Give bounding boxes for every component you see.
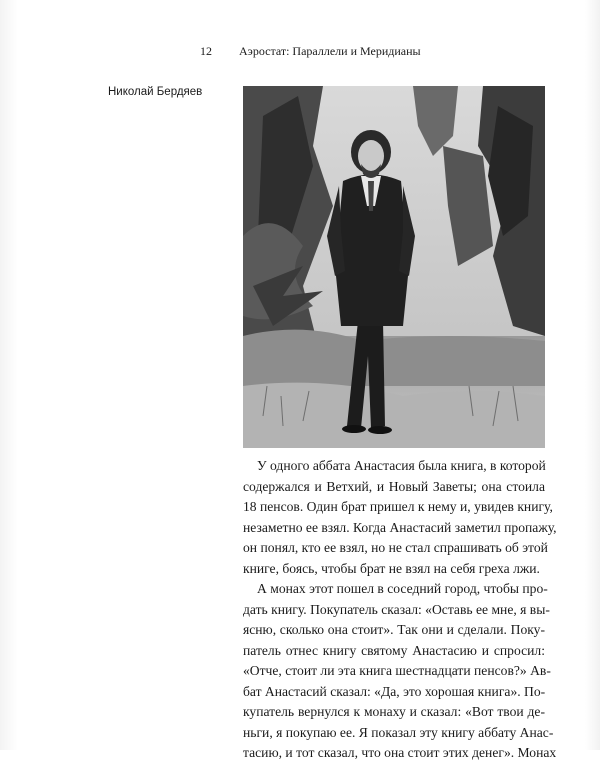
text-line: А монах этот пошел в соседний город, чтобы про- xyxy=(257,581,548,596)
text-line: купатель вернулся к монаху и сказал: «Вот твои де- xyxy=(243,704,545,719)
text-line: содержался и Ветхий, и Новый Заветы; она стоила xyxy=(243,478,545,494)
body-text xyxy=(243,456,557,764)
running-header xyxy=(200,44,421,59)
text-line: дать книгу. Покупатель сказал: «Оставь ее мне, я вы- xyxy=(243,601,550,617)
text-line: патель отнес книгу святому Анастасию и спросил: xyxy=(243,642,545,658)
text-line: он понял, кто ее взял, но не стал спрашивать об этой xyxy=(243,540,548,555)
running-title: Аэростат: Параллели и Меридианы xyxy=(239,44,421,58)
text-line: 18 пенсов. Один брат пришел к нему и, увидев книгу, xyxy=(243,499,553,514)
text-line: У одного аббата Анастасия была книга, в которой xyxy=(257,458,546,473)
text-line: ясню, сколько она стоит». Так они и сделали. Поку- xyxy=(243,622,545,637)
text-line: «Отче, стоит ли эта книга шестнадцати пенсов?» Ав- xyxy=(243,663,551,678)
text-line: тасию, и тот сказал, что она стоит этих денег». Монах xyxy=(243,745,557,760)
portrait-photo xyxy=(243,86,545,448)
text-line: ньги, я покупаю ее. Я показал эту книгу аббату Анас- xyxy=(243,724,554,740)
author-name: Николай Бердяев xyxy=(108,86,203,98)
text-line: книге, боясь, чтобы брат не взял на себя греха лжи. xyxy=(243,560,540,576)
text-line: бат Анастасий сказал: «Да, это хорошая книга». По- xyxy=(243,683,546,699)
text-line: незаметно ее взял. Когда Анастасий заметил пропажу, xyxy=(243,519,557,535)
page-number: 12 xyxy=(200,44,212,58)
